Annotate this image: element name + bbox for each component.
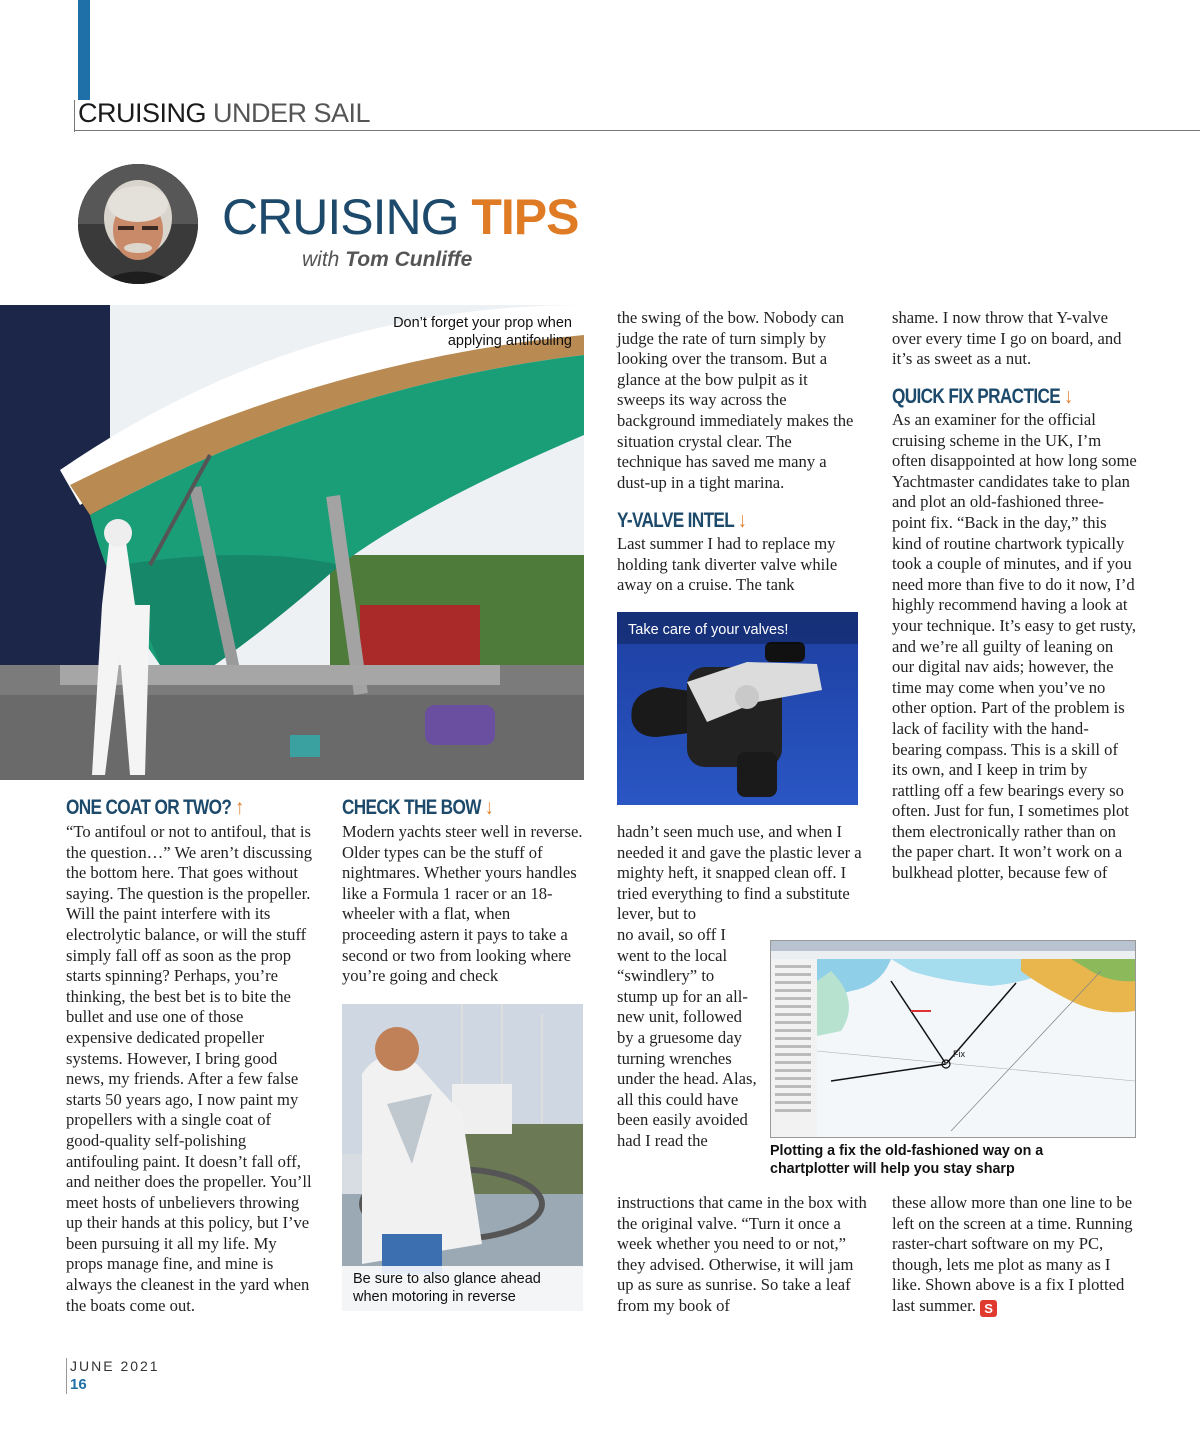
page-title xyxy=(222,188,579,246)
y-valve-body-3 xyxy=(617,925,757,1152)
valve-photo xyxy=(617,612,858,805)
quick-fix-text-2 xyxy=(892,1193,1142,1317)
y-valve-body-4 xyxy=(617,1193,867,1317)
y-valve-text-5: shame. I now throw that Y-valve over every time I go on board, and it’s as sweet as a nut. xyxy=(892,308,1122,369)
chart-screenshot xyxy=(770,940,1136,1138)
arrow-up-icon: ↑ xyxy=(235,796,244,819)
page-number: 16 xyxy=(70,1376,87,1393)
heading-one-coat xyxy=(66,795,243,821)
check-bow-text: Modern yachts steer well in reverse. Older types can be the stuff of nightmares. Whether yours handles like a Formula 1 racer or an 18-wheeler with a flat, when proceeding astern it pays to take a second or two from looking where you’re going and check xyxy=(342,822,583,986)
chart-caption: Plotting a fix the old-fashioned way on a chartplotter will help you stay sharp xyxy=(770,1143,1044,1177)
heading-check-bow xyxy=(342,795,493,821)
quick-fix-body-1 xyxy=(892,410,1137,884)
heading-one-coat-text: ONE COAT OR TWO? xyxy=(66,796,232,819)
author-avatar xyxy=(78,164,198,284)
y-valve-body-2 xyxy=(617,822,862,925)
valve-caption: Take care of your valves! xyxy=(628,622,789,638)
helm-caption: Be sure to also glance ahead when motoring in reverse xyxy=(353,1271,541,1305)
y-valve-text-2: hadn’t seen much use, and when I needed it and gave the plastic lever a mighty heft, it snapped clean off. I tried everything to find a substitute lever, but to xyxy=(617,822,862,924)
quick-fix-body-2 xyxy=(892,1193,1142,1317)
arrow-down-icon: ↓ xyxy=(737,509,746,532)
title-accent: TIPS xyxy=(471,189,579,245)
accent-bar xyxy=(78,0,90,100)
hull-photo xyxy=(0,305,584,780)
byline-with: with xyxy=(302,248,346,271)
heading-y-valve-text: Y-VALVE INTEL xyxy=(617,509,734,532)
y-valve-body-1 xyxy=(617,534,862,596)
section-header xyxy=(78,98,370,129)
check-bow-continued-text: the swing of the bow. Nobody can judge the rate of turn simply by looking over the transom. But a glance at the bow pulpit as it sweeps its way across the background immediately makes the situation crystal clear. The technique has saved me many a dust-up in a tight marina. xyxy=(617,308,854,492)
heading-quick-fix xyxy=(892,384,1072,410)
byline-author: Tom Cunliffe xyxy=(345,248,473,271)
y-valve-text-4: instructions that came in the box with the original valve. “Turn it once a week whether you need to or not,” they advised. Otherwise, it will jam up as sure as sunrise. So take a leaf from my book of xyxy=(617,1193,867,1315)
footer-rule xyxy=(66,1358,67,1394)
header-rule-vertical xyxy=(74,100,75,132)
heading-y-valve xyxy=(617,508,746,534)
end-mark-icon: S xyxy=(980,1300,997,1317)
quick-fix-text-1: As an examiner for the official cruising scheme in the UK, I’m often disappointed at how long some Yachtmaster candidates take to plan and plot an old-fashioned three-point fix. “Back in the day,” this kind of routine chartwork typically took a couple of minutes, and if you need more than five to do it now, I’d highly recommend having a look at your technique. It’s easy to get rusty, and we’re all guilty of leaning on our digital nav aids; however, the time may come when you’ve no other option. Part of the problem is lack of facility with the hand-bearing compass. This is a skill of its own, and I keep in trim by rattling off a few bearings every so often. Just for fun, I sometimes plot them electronically rather than on the paper chart. It won’t work on a bulkhead plotter, because few of xyxy=(892,410,1137,883)
heading-check-bow-text: CHECK THE BOW xyxy=(342,796,481,819)
arrow-down-icon: ↓ xyxy=(1064,385,1073,408)
check-bow-continued xyxy=(617,308,857,493)
section-header-bold: CRUISING xyxy=(78,98,207,128)
hull-caption: Don’t forget your prop when applying antifouling xyxy=(393,315,572,349)
y-valve-text-3: no avail, so off I went to the local “swindlery” to stump up for an all-new unit, followed by a gruesome day turning wrenches under the head. Alas, all this could have been easily avoided had I read the xyxy=(617,925,757,1150)
one-coat-body xyxy=(66,822,312,1316)
y-valve-body-5 xyxy=(892,308,1132,370)
heading-quick-fix-text: QUICK FIX PRACTICE xyxy=(892,385,1061,408)
footer-month: JUNE 2021 xyxy=(70,1358,160,1374)
quick-fix-text-2-span: these allow more than one line to be left on the screen at a time. Running raster-chart software on my PC, though, lets me plot as many as I like. Shown above is a fix I plotted last summer. xyxy=(892,1193,1133,1315)
arrow-down-icon: ↓ xyxy=(484,796,493,819)
check-bow-body xyxy=(342,822,588,987)
helm-photo xyxy=(342,1004,583,1311)
chart-fix-label: Fix xyxy=(953,1049,965,1059)
header-rule xyxy=(74,130,1200,131)
byline xyxy=(302,248,472,272)
section-header-light: UNDER SAIL xyxy=(206,98,371,128)
title-main: CRUISING xyxy=(222,189,472,245)
one-coat-text: “To antifoul or not to antifoul, that is the question…” We aren’t discussing the bottom here. That goes without saying. The question is the propeller. Will the paint interfere with its electrolytic balance, or will the stuff simply fall off as soon as the prop starts spinning? Perhaps, you’re thinking, the best bet is to bite the bullet and use one of those expensive dedicated propeller systems. However, I bring good news, my friends. After a few false starts 50 years ago, I now paint my propellers with a single coat of good-quality self-polishing antifouling paint. It doesn’t fall off, and neither does the propeller. You’ll meet hosts of unbelievers throwing up their hands at this policy, but I’ve been pursuing it all my life. My props manage fine, and mine is always the cleanest in the yard when the boats come out. xyxy=(66,822,312,1315)
y-valve-text-1: Last summer I had to replace my holding tank diverter valve while away on a cruise. The tank xyxy=(617,534,838,595)
